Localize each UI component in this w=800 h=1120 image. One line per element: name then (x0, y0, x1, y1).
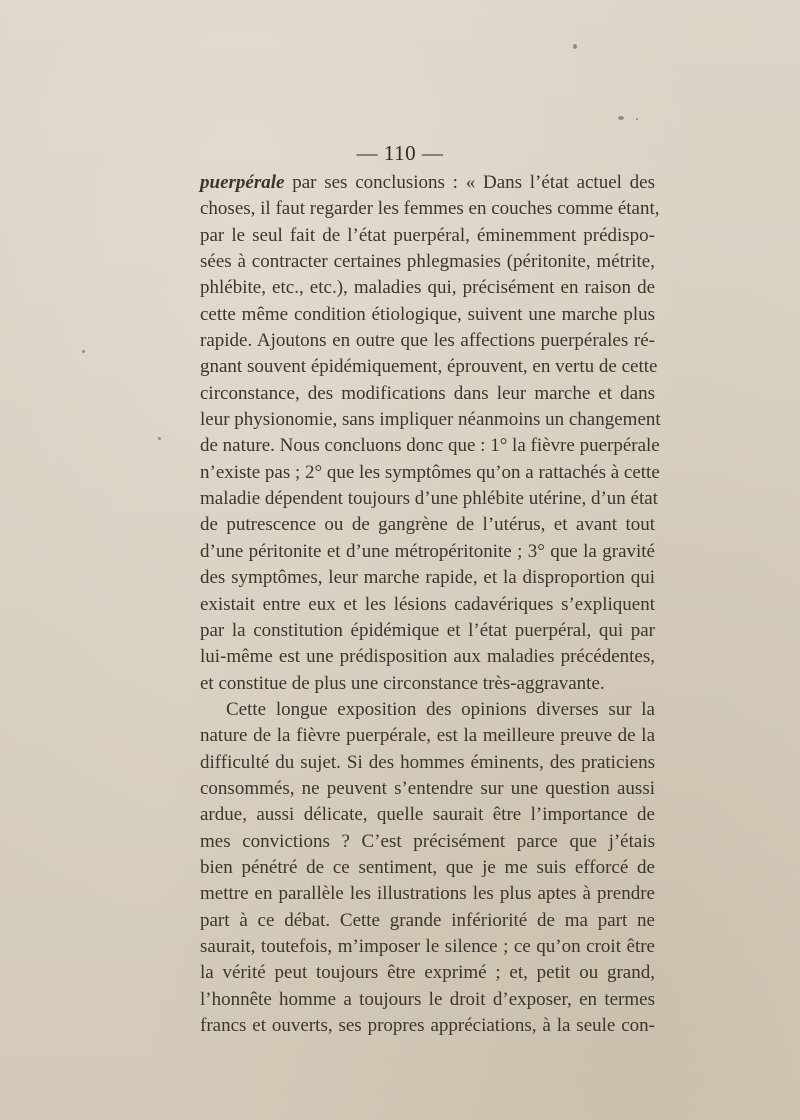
line-text: circonstance, des modifications dans leur marche et dans (200, 382, 655, 404)
ink-speck (158, 437, 161, 440)
line-text: part à ce débat. Cette grande infériorité de ma part ne (200, 909, 655, 931)
line-text: choses, il faut regarder les femmes en couches comme étant, (200, 198, 660, 220)
text-line (200, 881, 655, 907)
text-line (200, 407, 661, 433)
text-line (200, 512, 655, 538)
line-text: n’existe pas ; 2° que les symptômes qu’on a rattachés à cette (200, 461, 660, 483)
page-number: — 110 — (356, 141, 444, 165)
ink-speck (618, 116, 624, 120)
text-line (200, 855, 655, 881)
line-text: d’une péritonite et d’une métropéritonite ; 3° que la gravité (200, 540, 655, 562)
text-line (200, 486, 658, 512)
body-text (200, 170, 661, 1039)
line-text: mettre en parallèle les illustrations les plus aptes à prendre (200, 883, 655, 905)
line-text: de putrescence ou de gangrène de l’utérus, et avant tout (200, 514, 655, 536)
line-text: l’honnête homme a toujours le droit d’exposer, en termes (200, 988, 655, 1010)
text-line (200, 802, 655, 828)
text-line (200, 302, 655, 328)
text-line (200, 776, 655, 802)
line-text: nature de la fièvre puerpérale, est la meilleure preuve de la (200, 725, 655, 747)
text-line (200, 644, 655, 670)
text-line (200, 618, 655, 644)
text-line (200, 249, 655, 275)
line-text: mes convictions ? C’est précisément parce que j’étais (200, 830, 655, 852)
line-text: des symptômes, leur marche rapide, et la disproportion qui (200, 567, 655, 589)
line-text: et constitue de plus une circonstance très-aggravante. (200, 672, 605, 694)
text-line (200, 196, 660, 222)
text-line (200, 354, 658, 380)
text-line (200, 1013, 655, 1039)
line-text: francs et ouverts, ses propres appréciations, à la seule con- (200, 1015, 655, 1036)
line-text: par la constitution épidémique et l’état puerpéral, qui par (200, 619, 655, 641)
text-line (200, 381, 655, 407)
text-line (200, 829, 655, 855)
text-line (200, 433, 660, 459)
ink-speck (82, 350, 85, 353)
text-line (200, 223, 655, 249)
text-line (200, 328, 655, 354)
text-line (200, 671, 655, 697)
text-line (200, 723, 655, 749)
line-text: par ses conclusions : « Dans l’état actuel des (292, 172, 656, 193)
text-line (200, 460, 660, 486)
text-line (200, 539, 655, 565)
line-text: la vérité peut toujours être exprimé ; et, petit ou grand, (200, 962, 655, 984)
line-text: cette même condition étiologique, suivent une marche plus (200, 303, 655, 325)
ink-speck (573, 44, 577, 49)
line-text: par le seul fait de l’état puerpéral, éminemment prédispo- (200, 224, 655, 246)
line-text: phlébite, etc., etc.), maladies qui, précisément en raison de (200, 277, 655, 299)
line-text: bien pénétré de ce sentiment, que je me suis efforcé de (200, 856, 655, 878)
italic-lead-word: puerpérale (200, 172, 285, 193)
text-line (200, 960, 655, 986)
text-line (200, 908, 655, 934)
line-text: difficulté du sujet. Si des hommes éminents, des praticiens (200, 751, 655, 773)
ink-speck (636, 118, 638, 120)
line-text: maladie dépendent toujours d’une phlébite utérine, d’un état (200, 488, 658, 510)
line-text: consommés, ne peuvent s’entendre sur une question aussi (200, 777, 655, 799)
text-line (200, 697, 655, 723)
text-line (200, 565, 655, 591)
line-text: sées à contracter certaines phlegmasies (péritonite, métrite, (200, 251, 655, 273)
text-line (200, 987, 655, 1013)
line-text: lui-même est une prédisposition aux maladies précédentes, (200, 646, 655, 668)
text-line (200, 592, 655, 618)
line-text: gnant souvent épidémiquement, éprouvent, en vertu de cette (200, 356, 658, 378)
line-text: leur physionomie, sans impliquer néanmoins un changement (200, 409, 661, 431)
line-text: existait entre eux et les lésions cadavériques s’expliquent (200, 593, 655, 615)
line-text: Cette longue exposition des opinions diverses sur la (226, 698, 655, 720)
text-line (200, 170, 655, 196)
line-text: de nature. Nous concluons donc que : 1° la fièvre puerpérale (200, 435, 660, 457)
text-line (200, 275, 655, 301)
text-line (200, 934, 655, 960)
line-text: saurait, toutefois, m’imposer le silence ; ce qu’on croit être (200, 935, 655, 957)
text-line (200, 750, 655, 776)
line-text: rapide. Ajoutons en outre que les affections puerpérales ré- (200, 330, 655, 352)
line-text: ardue, aussi délicate, quelle saurait être l’importance de (200, 804, 655, 826)
